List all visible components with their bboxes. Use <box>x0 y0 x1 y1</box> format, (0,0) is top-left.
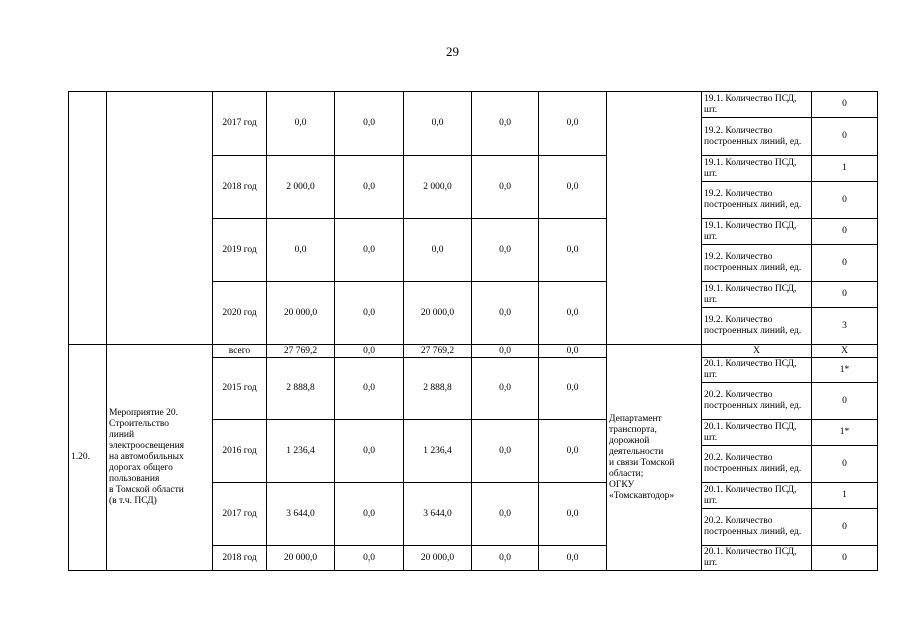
value-cell: 0,0 <box>335 546 404 571</box>
value-cell: 1 236,4 <box>404 420 472 483</box>
value-cell: 0,0 <box>335 92 404 156</box>
value-cell: 0,0 <box>539 483 607 546</box>
indicator-name: 20.1. Количество ПСД, шт. <box>702 546 812 571</box>
value-cell: 0,0 <box>472 546 539 571</box>
value-cell: 0,0 <box>472 219 539 282</box>
value-cell: 0,0 <box>335 483 404 546</box>
page-number: 29 <box>446 44 459 59</box>
value-cell: 0,0 <box>404 92 472 156</box>
year-cell: 2019 год <box>213 219 267 282</box>
value-cell: 0,0 <box>539 358 607 420</box>
indicator-value: 1 <box>812 156 878 182</box>
value-cell: 2 000,0 <box>404 156 472 219</box>
value-cell: 0,0 <box>472 92 539 156</box>
value-cell: 20 000,0 <box>404 282 472 345</box>
value-cell: 0,0 <box>472 358 539 420</box>
value-cell: 2 000,0 <box>267 156 335 219</box>
program-table <box>68 91 878 571</box>
item-number: 1.20. <box>69 345 107 571</box>
value-cell: 0,0 <box>539 345 607 358</box>
indicator-name: 19.2. Количество построенных линий, ед. <box>702 308 812 345</box>
indicator-value: 3 <box>812 308 878 345</box>
value-cell: 20 000,0 <box>267 282 335 345</box>
indicator-value: 0 <box>812 282 878 308</box>
indicator-name: 19.1. Количество ПСД, шт. <box>702 219 812 245</box>
value-cell: 0,0 <box>539 546 607 571</box>
indicator-value: 1 <box>812 483 878 509</box>
year-cell: 2016 год <box>213 420 267 483</box>
table-row <box>69 345 878 358</box>
value-cell: 1 236,4 <box>267 420 335 483</box>
value-cell: 27 769,2 <box>267 345 335 358</box>
value-cell: 0,0 <box>539 92 607 156</box>
indicator-name: 19.2. Количество построенных линий, ед. <box>702 245 812 282</box>
executor: Департамент транспорта, дорожной деятельности и связи Томской области; ОГКУ «Томскавтодор» <box>607 345 702 571</box>
year-cell: 2015 год <box>213 358 267 420</box>
indicator-name: 19.1. Количество ПСД, шт. <box>702 282 812 308</box>
value-cell: 0,0 <box>335 282 404 345</box>
value-cell: 2 888,8 <box>404 358 472 420</box>
value-cell: 0,0 <box>539 282 607 345</box>
indicator-name: 19.1. Количество ПСД, шт. <box>702 156 812 182</box>
indicator-value: 0 <box>812 509 878 546</box>
value-cell: 0,0 <box>472 420 539 483</box>
value-cell: 0,0 <box>472 156 539 219</box>
value-cell: 20 000,0 <box>267 546 335 571</box>
year-cell: 2018 год <box>213 546 267 571</box>
value-cell: 0,0 <box>539 219 607 282</box>
indicator-name: Х <box>702 345 812 358</box>
value-cell: 3 644,0 <box>404 483 472 546</box>
value-cell: 0,0 <box>472 483 539 546</box>
indicator-value: 0 <box>812 92 878 118</box>
value-cell: 0,0 <box>335 358 404 420</box>
year-cell: 2017 год <box>213 483 267 546</box>
executor-cell-empty <box>607 92 702 345</box>
indicator-name: 19.2. Количество построенных линий, ед. <box>702 118 812 156</box>
indicator-name: 20.1. Количество ПСД, шт. <box>702 483 812 509</box>
indicator-value: Х <box>812 345 878 358</box>
indicator-value: 0 <box>812 118 878 156</box>
indicator-name: 19.1. Количество ПСД, шт. <box>702 92 812 118</box>
value-cell: 0,0 <box>267 219 335 282</box>
indicator-value: 0 <box>812 546 878 571</box>
value-cell: 3 644,0 <box>267 483 335 546</box>
value-cell: 0,0 <box>404 219 472 282</box>
value-cell: 20 000,0 <box>404 546 472 571</box>
year-cell: всего <box>213 345 267 358</box>
value-cell: 0,0 <box>539 420 607 483</box>
indicator-value: 1* <box>812 420 878 446</box>
value-cell: 27 769,2 <box>404 345 472 358</box>
indicator-value: 0 <box>812 383 878 420</box>
value-cell: 0,0 <box>472 282 539 345</box>
year-cell: 2018 год <box>213 156 267 219</box>
year-cell: 2017 год <box>213 92 267 156</box>
indicator-value: 0 <box>812 245 878 282</box>
indicator-name: 19.2. Количество построенных линий, ед. <box>702 182 812 219</box>
indicator-name: 20.1. Количество ПСД, шт. <box>702 420 812 446</box>
value-cell: 0,0 <box>335 345 404 358</box>
indicator-value: 0 <box>812 219 878 245</box>
indicator-value: 0 <box>812 182 878 219</box>
value-cell: 0,0 <box>335 219 404 282</box>
value-cell: 0,0 <box>539 156 607 219</box>
value-cell: 2 888,8 <box>267 358 335 420</box>
number-cell-empty <box>69 92 107 345</box>
table-row <box>69 92 878 118</box>
indicator-name: 20.2. Количество построенных линий, ед. <box>702 509 812 546</box>
item-name: Мероприятие 20. Строительство линий электроосвещения на автомобильных дорогах общего пользования в Томской области (в т.ч. ПСД) <box>107 345 213 571</box>
indicator-name: 20.1. Количество ПСД, шт. <box>702 358 812 383</box>
value-cell: 0,0 <box>335 420 404 483</box>
value-cell: 0,0 <box>472 345 539 358</box>
year-cell: 2020 год <box>213 282 267 345</box>
indicator-value: 0 <box>812 446 878 483</box>
indicator-value: 1* <box>812 358 878 383</box>
indicator-name: 20.2. Количество построенных линий, ед. <box>702 446 812 483</box>
value-cell: 0,0 <box>335 156 404 219</box>
indicator-name: 20.2. Количество построенных линий, ед. <box>702 383 812 420</box>
value-cell: 0,0 <box>267 92 335 156</box>
name-cell-empty <box>107 92 213 345</box>
